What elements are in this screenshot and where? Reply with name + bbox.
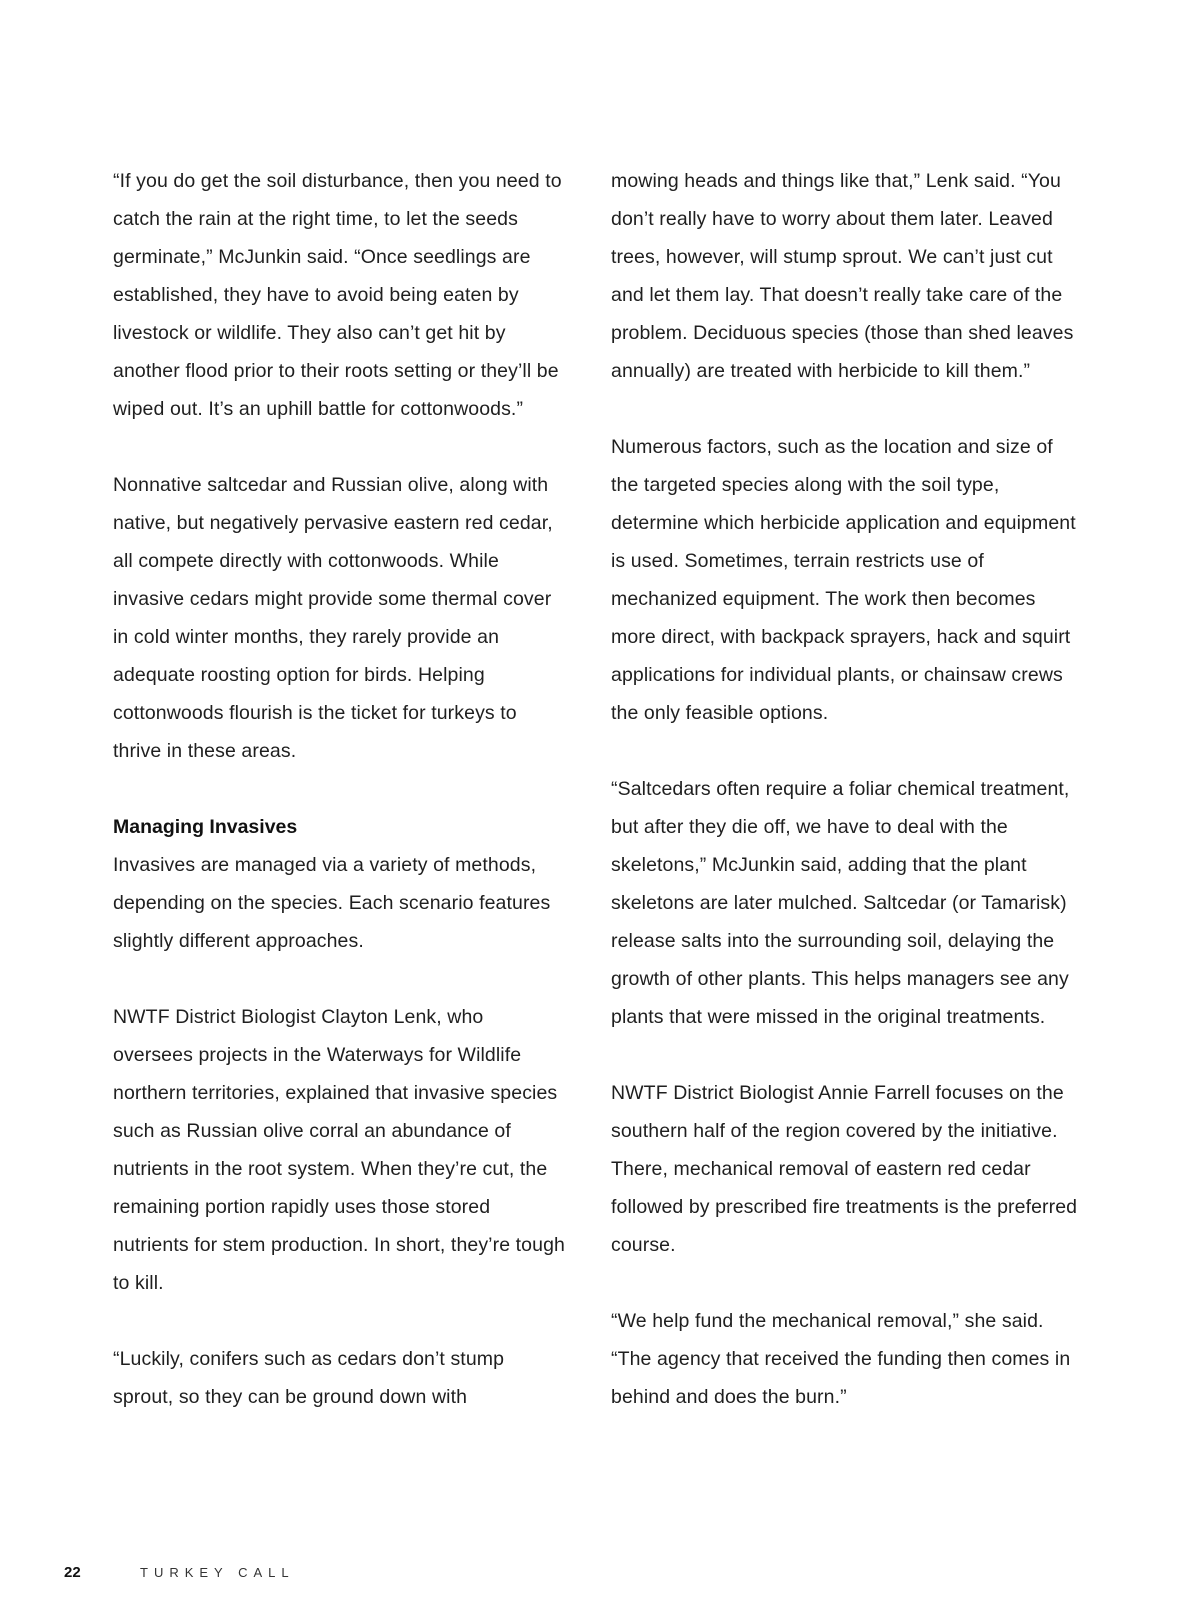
page-number: 22 <box>64 1563 81 1581</box>
section-heading: Managing Invasives <box>113 816 298 838</box>
paragraph: “Saltcedars often require a foliar chemical treatment, but after they die off, we have to deal with the skeletons,” McJunkin said, adding that the plant skeletons are later mulched. Saltcedar (or Tamarisk) release salts into the surrounding soil, delaying the growth of other plants. This helps managers see any plants that were missed in the original treatments. <box>611 778 1070 1028</box>
right-column <box>611 162 1081 1454</box>
paragraph: Invasives are managed via a variety of methods, depending on the species. Each scenario features slightly different approaches. <box>113 854 551 952</box>
paragraph: “If you do get the soil disturbance, then you need to catch the rain at the right time, to let the seeds germinate,” McJunkin said. “Once seedlings are established, they have to avoid being eaten by livestock or wildlife. They also can’t get hit by another flood prior to their roots setting or they’ll be wiped out. It’s an uphill battle for cottonwoods.” <box>113 170 562 420</box>
paragraph: Numerous factors, such as the location and size of the targeted species along with the soil type, determine which herbicide application and equipment is used. Sometimes, terrain restricts use of mechanized equipment. The work then becomes more direct, with backpack sprayers, hack and squirt applications for individual plants, or chainsaw crews the only feasible options. <box>611 436 1076 724</box>
paragraph: mowing heads and things like that,” Lenk said. “You don’t really have to worry about them later. Leaved trees, however, will stump sprout. We can’t just cut and let them lay. That doesn’t really take care of the problem. Deciduous species (those than shed leaves annually) are treated with herbicide to kill them.” <box>611 170 1074 382</box>
magazine-name: TURKEY CALL <box>140 1564 295 1580</box>
paragraph: NWTF District Biologist Annie Farrell focuses on the southern half of the region covered by the initiative. There, mechanical removal of eastern red cedar followed by prescribed fire treatments is the preferred course. <box>611 1082 1078 1256</box>
paragraph: NWTF District Biologist Clayton Lenk, who oversees projects in the Waterways for Wildlife northern territories, explained that invasive species such as Russian olive corral an abundance of nutrients in the root system. When they’re cut, the remaining portion rapidly uses those stored nutrients for stem production. In short, they’re tough to kill. <box>113 1006 565 1294</box>
paragraph: “We help fund the mechanical removal,” she said. “The agency that received the funding then comes in behind and does the burn.” <box>611 1310 1071 1408</box>
paragraph: Nonnative saltcedar and Russian olive, along with native, but negatively pervasive eastern red cedar, all compete directly with cottonwoods. While invasive cedars might provide some thermal cover in cold winter months, they rarely provide an adequate roosting option for birds. Helping cottonwoods flourish is the ticket for turkeys to thrive in these areas. <box>113 474 553 762</box>
page-footer <box>64 1560 295 1584</box>
left-column <box>113 162 565 1454</box>
paragraph: “Luckily, conifers such as cedars don’t stump sprout, so they can be ground down with <box>113 1348 505 1408</box>
